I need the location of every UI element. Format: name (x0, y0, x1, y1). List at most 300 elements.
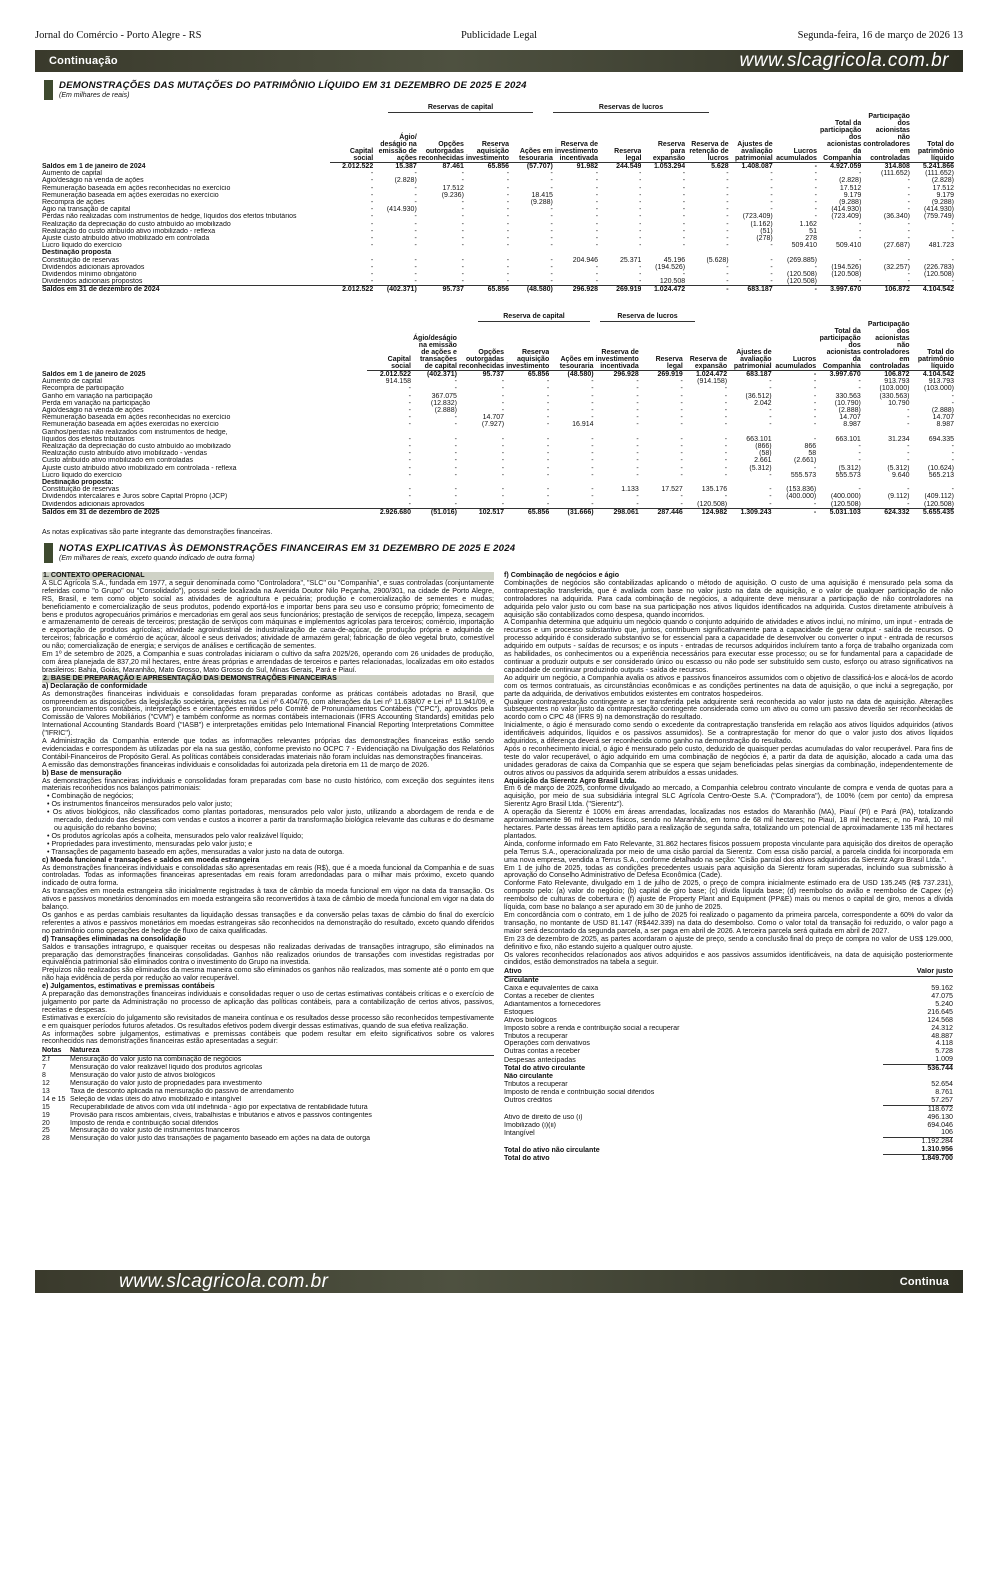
row-label: Aumento de capital (42, 378, 102, 386)
row-label: Ganho em variação na participação (42, 392, 153, 400)
note-nature: Mensuração do valor realizável líquido dos produtos agrícolas (70, 1064, 263, 1072)
cell-value: - (680, 457, 683, 465)
site-url[interactable]: www.slcagricola.com.br (119, 1270, 329, 1292)
cell-value: 4.927.059 (830, 163, 862, 170)
list-item: • Propriedades para investimento, mensuradas pelo valor justo; e (42, 841, 494, 849)
note-nature: Provisão para riscos ambientais, cíveis, trabalhistas e tributários e ativos e passivos contingentes (70, 1111, 372, 1119)
cell-value: - (595, 271, 599, 279)
column-header: Ações em tesouraria (509, 113, 553, 163)
paragraph: As demonstrações financeiras individuais e consolidadas foram preparadas conforme as práticas contábeis adotadas no Brasil, que compreendem as disposições da legislação societária, previstas na Lei nº 6.404/76, com alterações da Lei nº 11.638/07 e Lei nº 11.941/09, e os pronunciamentos contábeis, interpretações e orientações emitidos pelo Comitê de Pronunciamentos Contábeis ("CPC"), aprovados pela Comissão de Valores Mobiliários ("CVM") e também conforme as normas contábeis internacionais (IFRS Accounting Standards) emitidas pelo International Accounting Standards Board ("IASB") e interpretações emitidas pelo International Financial Reporting Interpretations Committee ("IFRIC"). (42, 689, 494, 738)
cell-value: - (907, 486, 910, 494)
cell-value: 509.410 (835, 242, 862, 250)
note-number: 7 (42, 1064, 46, 1072)
cell-value: 663.101 (746, 435, 772, 443)
cell-value: - (724, 399, 728, 407)
cell-value: - (639, 199, 642, 207)
cell-value: - (501, 464, 505, 472)
asset-label: Total do ativo circulante (504, 1064, 586, 1072)
cell-value: - (454, 457, 457, 465)
cell-value: - (408, 493, 411, 501)
cell-value: - (461, 263, 464, 271)
cell-value: 14.707 (839, 414, 861, 422)
cell-value: 509.410 (791, 242, 817, 250)
table-row (42, 400, 954, 407)
cell-value: - (506, 227, 510, 235)
note-nature: Seleção de vidas úteis do ativo imobilizado e intangível (70, 1095, 242, 1103)
column-header: Reserva de expansão (683, 321, 727, 371)
cell-value (504, 429, 549, 436)
cell-value: - (680, 493, 683, 501)
cell-value (367, 429, 411, 436)
paragraph: Após o reconhecimento inicial, o ágio é mensurado pelo custo, deduzido de quaisquer perdas acumuladas do valor recuperável. Para fins de teste do valor recuperável, o ágio adquirido em uma combinação de negócios é, a partir da data de aquisição, alocado a cada uma das unidades geradoras de caixa da Companhia que se espera que sejam beneficiadas pelas sinergias da combinação, independentemente de outros ativos ou passivos da adquirida serem atribuídos a essas unidades. (504, 744, 953, 777)
cell-value: - (454, 421, 457, 429)
cell-value: - (770, 199, 773, 207)
cell-value: 204.946 (572, 256, 599, 264)
cell-value: - (682, 220, 686, 228)
cell-value: - (726, 170, 729, 178)
table-row (42, 286, 954, 294)
asset-label: Tributos a recuperar (504, 1032, 568, 1040)
section-heading: 2. BASE DE PREPARAÇÃO E APRESENTAÇÃO DAS DEMONSTRAÇÕES FINANCEIRAS (42, 675, 494, 683)
table-row (42, 271, 954, 278)
cell-value: - (414, 227, 417, 235)
cell-value: - (814, 213, 817, 221)
cell-value: - (408, 399, 411, 407)
table-row (42, 1064, 494, 1072)
cell-value: - (506, 177, 510, 185)
cell-value: - (726, 177, 729, 185)
cell-value (639, 429, 683, 436)
cell-value: - (770, 263, 773, 271)
cell-value (910, 249, 954, 256)
cell-value: (58) (759, 450, 772, 458)
table-row (504, 1097, 953, 1105)
cell-value: (7.927) (481, 421, 505, 429)
cell-value: - (680, 407, 683, 415)
paragraph: Prejuízos não realizados são eliminados da mesma maneira como são eliminados os ganhos não realizados, mas somente até o ponto em que não haja evidência de perda por redução ao valor recuperável. (42, 966, 494, 983)
column-header: Reserva de retenção de lucros (685, 113, 729, 163)
asset-value: 118.672 (883, 1105, 953, 1113)
note-nature: Imposto de renda e contribuição social diferidos (70, 1119, 219, 1127)
dmpl-subtitle: (Em milhares de reais) (59, 92, 130, 99)
asset-value: 5.728 (935, 1048, 953, 1056)
cell-value: 1.309.243 (727, 508, 771, 516)
cell-value: 913.793 (884, 378, 910, 386)
column-header: Reserva de investimento incentivada (594, 321, 639, 371)
cell-value: 624.332 (861, 508, 910, 516)
cell-value: - (454, 493, 457, 501)
table-row (42, 249, 954, 256)
cell-value: 1.024.472 (695, 371, 728, 378)
cell-value: - (408, 471, 411, 479)
cell-value (553, 249, 598, 256)
cell-value: - (951, 278, 954, 286)
cell-value: - (546, 399, 550, 407)
asset-label: Imposto de renda e contribuição social diferidos (504, 1088, 655, 1096)
cell-value: - (546, 378, 550, 386)
cell-value: (111.652) (925, 170, 954, 178)
newspaper-name: Jornal do Comércio - Porto Alegre - RS (35, 30, 202, 41)
notes-subtitle: (Em milhares de reais, exceto quando indicado de outra forma) (59, 555, 255, 562)
cell-value (464, 249, 509, 256)
cell-value: 914.158 (385, 378, 411, 386)
table-row (42, 493, 954, 500)
table-row (42, 465, 954, 472)
paragraph: As transações em moeda estrangeira são inicialmente registradas à taxa de câmbio da moeda funcional em vigor na data da transação. Os ativos e passivos monetários denominados em moeda estrangeira são reconvertidos à taxa de câmbio de moeda funcional em vigor na data do balanço. (42, 887, 494, 912)
cell-value: - (907, 191, 910, 199)
paragraph: Conforme Fato Relevante, divulgado em 1 de julho de 2025, o preço de compra inicialmente estimado era de USD 135.245 (R$ 737.231), composto pelo: (a) valor do negócio; (b) capital de giro base; (c) dívida líquida base; (d) reembolso do avião e reembolso de Capex (e) reembolso de culturas de cobertura e (f) ajuste de Property Plant and Equipment (PP&E) mais ou menos o capital de giro, menos a dívida líquida, com base no balanço a ser apurado em 30 de junho de 2025. (504, 879, 953, 912)
cell-value: - (454, 378, 457, 386)
cell-value: - (951, 457, 954, 465)
paragraph: Em concordância com o contrato, em 1 de julho de 2025 foi realizado o pagamento da primeira parcela, correspondente a 60% do valor da transação, no montante de USD 81.147 (R$442.339) na data do desembolso. Como o valor total da transação foi reduzido, o valor pago a maior será descontado da segunda parcela, a ser paga em abril de 2026. A terceira parcela será quitada em abril de 2027. (504, 910, 953, 935)
list-item: • Transações de pagamento baseado em ações, mensuradas a valor justo na data de outorga. (42, 849, 494, 857)
cell-value (817, 249, 861, 256)
cell-value: (5.312) (838, 464, 861, 472)
table-row (42, 472, 954, 479)
cell-value: (723.409) (742, 213, 773, 221)
cell-value: - (550, 177, 553, 185)
cell-value: - (595, 227, 599, 235)
cell-value: - (408, 457, 411, 465)
cell-value: - (461, 278, 464, 286)
column-header: Reserva aquisição investimento (504, 321, 549, 371)
paragraph: A preparação das demonstrações financeiras individuais e consolidadas requer o uso de certas estimativas contábeis críticas e o exercício de julgamento por parte da Administração no processo de aplicação das políticas contábeis, para a contabilização de certos ativos, passivos, receitas e despesas. (42, 990, 494, 1014)
cell-value: - (591, 486, 594, 494)
row-label: Aumento de capital (42, 170, 102, 178)
cell-value: - (591, 443, 594, 451)
cell-value: 14.707 (482, 414, 505, 422)
cell-value: - (408, 443, 411, 451)
subsection-heading: d) Transações eliminadas na consolidação (42, 934, 186, 943)
asset-value: 4.118 (935, 1040, 953, 1048)
row-label: Realização da depreciação do custo atribuído ao imobilizado (42, 220, 231, 228)
cell-value: 663.101 (835, 435, 861, 443)
cell-value (861, 249, 910, 256)
bottom-banner (35, 1270, 963, 1293)
table-row (42, 1072, 494, 1080)
cell-value: - (726, 213, 729, 221)
cell-value: - (858, 443, 861, 451)
column-header: Total da participação dos acionistas da Companhia (817, 113, 861, 163)
note-nature: Mensuração do valor justo de instrumentos financeiros (70, 1127, 240, 1135)
cell-value: 17.512 (839, 184, 862, 192)
cell-value: - (408, 392, 411, 400)
cell-value: - (370, 220, 374, 228)
row-label: Dividendos adicionais propostos (42, 278, 143, 286)
note-number: 19 (42, 1111, 50, 1119)
cell-value: (120.508) (830, 500, 861, 508)
table-row (42, 421, 954, 428)
cell-value: (914.158) (697, 378, 728, 386)
cell-value: - (506, 191, 510, 199)
cell-value: - (506, 170, 510, 178)
cell-value: - (595, 170, 599, 178)
paragraph: A emissão das demonstrações financeiras individuais e consolidadas foi autorizada pela diretoria em 11 de março de 2026. (42, 760, 430, 769)
cell-value: - (546, 414, 550, 422)
cell-value: - (408, 414, 411, 422)
table-row (504, 1065, 953, 1073)
asset-value: 536.744 (883, 1065, 953, 1073)
cell-value: - (726, 235, 729, 243)
cell-value: - (680, 450, 683, 458)
table-row (504, 985, 953, 993)
cell-value (504, 479, 549, 486)
equity-table-2024 (42, 113, 954, 294)
cell-value: - (501, 385, 505, 393)
asset-label: Outros créditos (504, 1096, 553, 1105)
notes-left-column (42, 572, 494, 1143)
cell-value (457, 429, 504, 436)
cell-value: - (951, 450, 954, 458)
cell-value: (120.508) (787, 278, 817, 286)
cell-value: - (951, 256, 954, 264)
cell-value: - (636, 399, 639, 407)
column-header: Reserva de investimento incentivada (553, 113, 598, 163)
cell-value: - (769, 486, 772, 494)
cell-value: (36.340) (883, 213, 910, 221)
cell-value: 5.655.435 (910, 508, 955, 516)
table-row (42, 235, 954, 242)
column-header: Capital social (367, 321, 411, 371)
note-nature: Recuperabilidade de ativos com vida útil indefinida - ágio por expectativa de rentabilidade futura (70, 1103, 368, 1111)
paragraph: A Administração da Companhia entende que todas as informações relevantes próprias das demonstrações financeiras estão sendo evidenciadas e correspondem às utilizadas por ela na sua gestão, conforme previsto no OCPC 7 - Evidenciação na Divulgação dos Relatórios Contábil-Financeiros de Propósito Geral. As políticas contábeis consideradas imateriais não foram incluídas nas demonstrações financeiras. (42, 737, 494, 761)
cell-value: - (461, 177, 464, 185)
cell-value: - (595, 263, 599, 271)
cell-value: - (770, 177, 773, 185)
cell-value (816, 479, 861, 486)
row-label: Ganhos/perdas não realizados com instrumentos de hedge, (42, 428, 228, 436)
cell-value: - (461, 235, 464, 243)
cell-value: - (680, 385, 683, 393)
cell-value: - (501, 392, 505, 400)
paragraph: Ao adquirir um negócio, a Companhia avalia os ativos e passivos financeiros assumidos com o objetivo de classificá-los e alocá-los de acordo com os termos contratuais, as circunstâncias econômicas e as condições pertinentes na data de aquisição, o que inclui a segregação, por parte da adquirida, de derivativos embutidos existentes em contratos hospedeiros. (504, 673, 953, 698)
row-label: Dividendos mínimo obrigatório (42, 271, 137, 279)
group-header-profit-2024: Reservas de lucros (553, 104, 709, 113)
asset-label: Circulante (504, 976, 539, 985)
paragraph: As informações sobre julgamentos, estimativas e premissas contábeis que podem resultar em efeito significativos sobre os valores reconhecidos nas demonstrações financeiras estão apresentadas a seguir: (42, 1029, 494, 1046)
cell-value: 296.928 (553, 286, 598, 294)
paragraph: Os ganhos e as perdas cambiais resultantes da liquidação dessas transações e da conversão pelas taxas de câmbio do final do exercício referentes a ativos e passivos monetários em moedas estrangeiras são reconhecidos na demonstração do resultado, exceto quando diferidos no patrimônio como operações de hedge de fluxo de caixa qualificadas. (42, 910, 494, 935)
table-row (42, 257, 954, 264)
row-label: Perdas não realizadas com instrumentos de hedge, líquidos dos efeitos tributários (42, 213, 297, 221)
cell-value: - (907, 278, 910, 286)
cell-value: (866) (755, 443, 772, 451)
cell-value: 87.461 (442, 163, 464, 170)
asset-label: Adiantamentos a fornecedores (504, 1000, 601, 1008)
cell-value: 8.987 (843, 421, 861, 429)
cell-value: (409.112) (924, 493, 954, 501)
group-header-profit-2025: Reserva de lucros (600, 313, 695, 322)
cell-value (411, 429, 457, 436)
cell-value: 95.737 (482, 371, 505, 378)
cell-value: 65.856 (464, 286, 509, 294)
cell-value: - (370, 263, 374, 271)
estimates-notes-table (42, 1047, 494, 1143)
cell-value: - (858, 278, 862, 286)
cell-value: 16.914 (572, 421, 594, 429)
cell-value: (48.580) (567, 371, 594, 378)
cell-value: - (461, 256, 464, 264)
cell-value (773, 249, 817, 256)
cell-value: - (813, 399, 817, 407)
row-label: Destinação proposta (42, 249, 112, 257)
cell-value: (12.832) (430, 399, 457, 407)
table-row (504, 1001, 953, 1009)
notes-heading (44, 543, 515, 563)
cell-value: - (770, 256, 773, 264)
asset-value: 8.761 (935, 1088, 953, 1096)
row-label: Realização custo atribuído ativo imobilizado - vendas (42, 450, 207, 458)
cell-value: - (636, 471, 639, 479)
table-row (42, 457, 954, 464)
table-row (42, 228, 954, 235)
cell-value (549, 479, 593, 486)
table-row (42, 371, 954, 379)
cell-value: (36.512) (745, 392, 772, 400)
cell-value: - (408, 407, 411, 415)
cell-value: 18.415 (531, 191, 553, 199)
cell-value: - (591, 450, 594, 458)
cell-value: - (770, 206, 773, 214)
cell-value: 269.919 (598, 286, 641, 294)
table-row (42, 501, 954, 509)
cell-value: 9.640 (891, 471, 910, 479)
cell-value: - (408, 464, 411, 472)
cell-value: - (951, 235, 954, 243)
cell-value: - (454, 435, 457, 443)
cell-value: - (814, 163, 817, 170)
table-row (42, 264, 954, 271)
cell-value: - (595, 184, 599, 192)
asset-value (883, 1073, 953, 1081)
cell-value (910, 429, 955, 436)
column-header: Ações em tesouraria (549, 321, 593, 371)
dmpl-title: DEMONSTRAÇÕES DAS MUTAÇÕES DO PATRIMÔNIO LÍQUIDO EM 31 DEZEMBRO DE 2025 E 2024 (59, 80, 527, 91)
cell-value: - (726, 184, 729, 192)
cell-value: - (550, 184, 553, 192)
table-row (504, 1033, 953, 1041)
table-row (504, 977, 953, 985)
cell-value: - (461, 220, 464, 228)
cell-value: - (770, 242, 773, 250)
row-label: Remuneração baseada em ações reconhecidas no exercício (42, 184, 231, 192)
table-row (504, 1048, 953, 1056)
cell-value: - (680, 392, 683, 400)
note-number: 20 (42, 1119, 50, 1127)
asset-label: Intangível (504, 1129, 535, 1137)
cell-value: - (414, 191, 417, 199)
table-row (42, 1104, 494, 1112)
subsection-heading: f) Combinação de negócios e ágio (504, 571, 620, 579)
note-number: 14 e 15 (42, 1095, 66, 1103)
cell-value: - (814, 177, 817, 185)
cell-value: - (769, 407, 772, 415)
cell-value: - (501, 486, 505, 494)
cell-value: 555.573 (835, 471, 861, 479)
asset-col-header: Ativo (504, 968, 522, 976)
column-header: Total do patrimônio líquido (910, 113, 954, 163)
column-header: Lucros acumulados (772, 321, 817, 371)
cell-value: (2.828) (931, 177, 954, 185)
cell-value: - (370, 278, 374, 286)
paragraph: Combinações de negócios são contabilizadas aplicando o método de aquisição. O custo de uma aquisição é mensurado pela soma da contraprestação transferida, que é avaliada com base no valor justo na data de aquisição, e o valor de qualquer participação de não controladores na adquirida. Para cada combinação de negócios, a adquirente deve mensurar a participação de não controladores na adquirida pelo valor justo ou com base na sua participação nos ativos líquidos identificados na adquirida. Custos diretamente atribuíveis à aquisição são contabilizados como despesa, quando incorridos. (504, 578, 953, 619)
cell-value: - (813, 407, 817, 415)
statement-note: As notas explicativas são parte integrante das demonstrações financeiras. (42, 529, 273, 536)
cell-value: 367.075 (431, 392, 457, 400)
cell-value: (32.257) (883, 263, 910, 271)
cell-value: - (907, 271, 910, 279)
table-row (504, 1105, 953, 1113)
site-url[interactable]: www.slcagricola.com.br (739, 50, 949, 71)
table-row (504, 993, 953, 1001)
column-header: Total da participação dos acionistas da Companhia (816, 321, 861, 371)
cell-value: 124.982 (683, 508, 727, 516)
cell-value: 2.661 (754, 457, 772, 465)
cell-value: - (682, 227, 686, 235)
row-label: Remuneração baseada em ações reconhecidas no exercício (42, 414, 231, 422)
cell-value: (103.000) (879, 385, 910, 393)
cell-value (910, 479, 955, 486)
cell-value: - (680, 471, 683, 479)
cell-value: (120.508) (924, 271, 954, 279)
row-label: Dividendos intercalares e Juros sobre Capital Próprio (JCP) (42, 493, 228, 501)
cell-value: - (726, 278, 729, 286)
cell-value: - (454, 486, 457, 494)
cell-value: - (370, 213, 374, 221)
subsection-heading: e) Julgamentos, estimativas e premissas contábeis (42, 982, 215, 991)
column-header: Reserva legal (598, 113, 641, 163)
cell-value: - (951, 227, 954, 235)
cell-value: - (813, 371, 817, 378)
cell-value: - (595, 177, 599, 185)
notes-title: NOTAS EXPLICATIVAS ÀS DEMONSTRAÇÕES FINANCEIRAS EM 31 DEZEMBRO DE 2025 E 2024 (59, 543, 516, 554)
cell-value: - (370, 170, 374, 178)
cell-value: - (595, 220, 599, 228)
cell-value: - (858, 170, 862, 178)
cell-value: - (724, 385, 728, 393)
row-label: Dividendos adicionais aprovados (42, 500, 145, 508)
cell-value: - (680, 378, 683, 386)
asset-value: 694.046 (927, 1121, 953, 1129)
table-row (42, 508, 954, 516)
table-row (42, 221, 954, 228)
cell-value: - (813, 378, 817, 386)
cell-value: (414.930) (386, 206, 417, 214)
row-label: Saldos em 1 de janeiro de 2025 (42, 370, 146, 378)
paragraph: Em 23 de dezembro de 2025, as partes acordaram o ajuste de preço, sendo a conclusão final do preço de compra no valor de US$ 129.000, definitivo e fixo, não estando sujeito a qualquer outro ajuste. (504, 934, 953, 951)
cell-value: - (414, 184, 417, 192)
table-row (504, 1025, 953, 1033)
table-row (42, 1127, 494, 1135)
cell-value: - (550, 235, 553, 243)
subsection-heading: c) Moeda funcional e transações e saldos em moeda estrangeira (42, 855, 260, 864)
note-number: 12 (42, 1080, 50, 1087)
cell-value: - (591, 493, 594, 501)
cell-value: 58 (808, 450, 817, 458)
cell-value: (194.526) (655, 263, 686, 271)
cell-value: - (461, 199, 464, 207)
cell-value: - (408, 435, 411, 443)
row-label: Ágio/deságio na venda de ações (42, 407, 144, 415)
cell-value: - (858, 486, 861, 494)
cell-value: - (726, 271, 729, 279)
cell-value: 91.982 (576, 163, 599, 170)
cell-value: - (370, 199, 374, 207)
cell-value: - (639, 235, 642, 243)
label-col-header (42, 113, 330, 163)
row-label: Saldos em 31 de dezembro de 2024 (42, 286, 330, 294)
cell-value: - (595, 235, 599, 243)
